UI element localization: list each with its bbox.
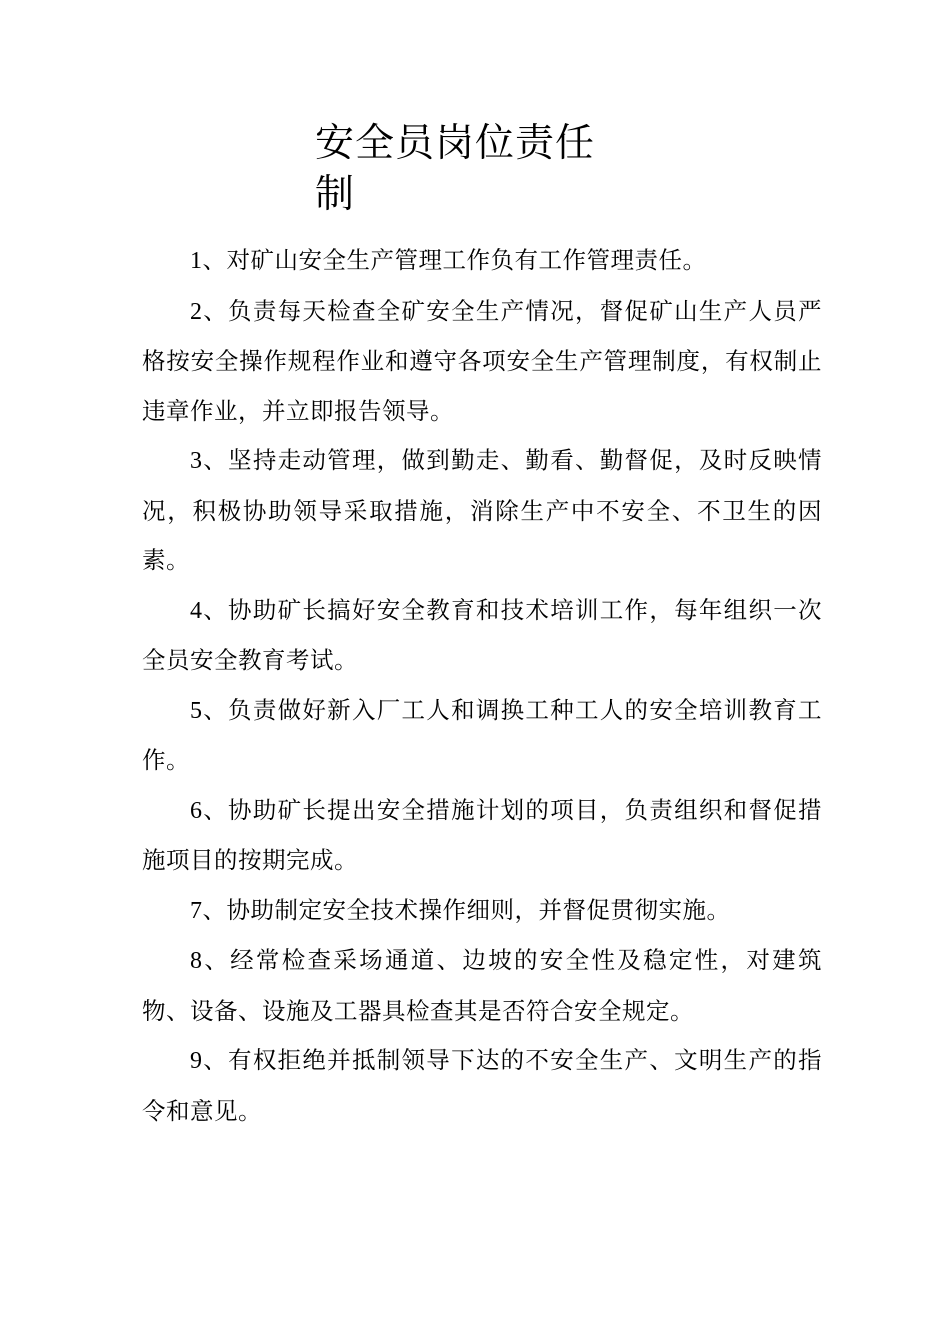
item-number: 9	[190, 1048, 203, 1074]
item-number: 4	[190, 597, 203, 624]
item-number: 6	[190, 797, 203, 824]
item-number: 2	[190, 298, 203, 325]
list-item	[142, 886, 822, 937]
item-text: 、经常检查采场通道、边坡的安全性及稳定性，对建筑物、设备、设施及工器具检查其是否符合安全规定。	[142, 946, 822, 1025]
list-item	[142, 686, 822, 786]
document-title: 安全员岗位责任制	[315, 121, 596, 217]
item-text: 、协助制定安全技术操作细则，并督促贯彻实施。	[202, 895, 731, 924]
item-number: 5	[190, 697, 203, 724]
list-item	[142, 436, 822, 586]
document-body	[142, 236, 822, 1136]
item-text: 、协助矿长搞好安全教育和技术培训工作，每年组织一次全员安全教育考试。	[142, 595, 822, 674]
item-number: 3	[190, 448, 203, 474]
item-number: 8	[190, 948, 203, 974]
list-item	[142, 786, 822, 886]
list-item	[142, 586, 822, 686]
item-text: 、有权拒绝并抵制领导下达的不安全生产、文明生产的指令和意见。	[142, 1046, 822, 1125]
list-item	[142, 1036, 822, 1136]
item-text: 、对矿山安全生产管理工作负有工作管理责任。	[202, 246, 707, 274]
item-text: 、坚持走动管理，做到勤走、勤看、勤督促，及时反映情况，积极协助领导采取措施，消除生产中不安全、不卫生的因素。	[142, 446, 822, 574]
item-text: 、负责做好新入厂工人和调换工种工人的安全培训教育工作。	[142, 695, 822, 774]
item-text: 、负责每天检查全矿安全生产情况，督促矿山生产人员严格按安全操作规程作业和遵守各项安全生产管理制度，有权制止违章作业，并立即报告领导。	[142, 296, 822, 425]
item-text: 、协助矿长提出安全措施计划的项目，负责组织和督促措施项目的按期完成。	[142, 795, 822, 874]
item-number: 7	[190, 897, 203, 924]
list-item	[142, 936, 822, 1036]
list-item	[142, 287, 822, 437]
item-number: 1	[190, 248, 203, 274]
list-item	[142, 236, 822, 287]
